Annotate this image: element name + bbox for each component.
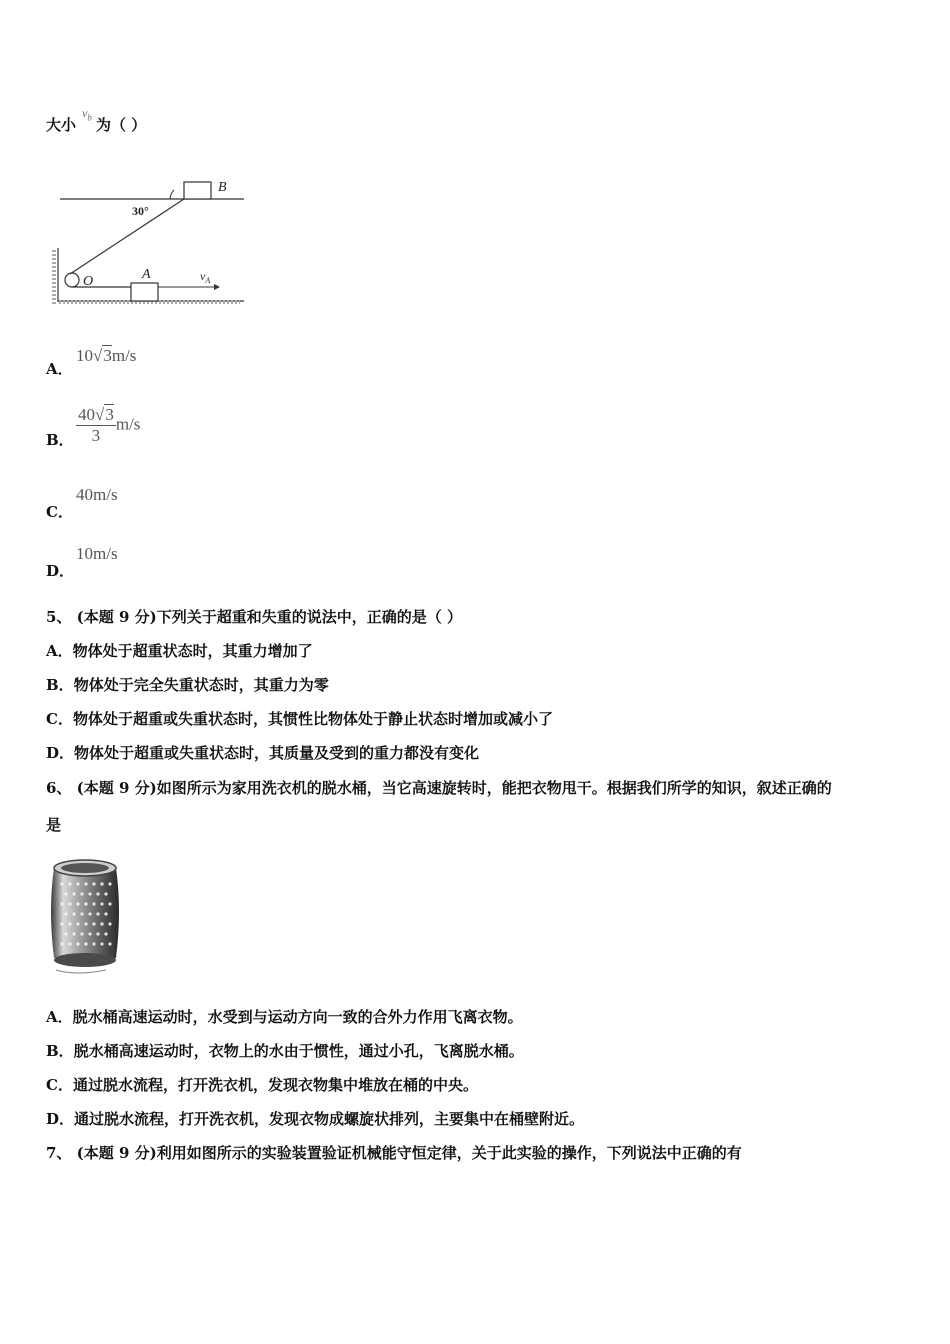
intro-suffix: 为（ ） xyxy=(96,116,147,134)
q6-stem-line1: 6、 (本题 9 分)如图所示为家用洗衣机的脱水桶，当它高速旋转时，能把衣物甩干。根据我们所学的知识，叙述正确的 xyxy=(46,779,832,797)
q5-stem: 5、 (本题 9 分)下列关于超重和失重的说法中，正确的是（ ） xyxy=(46,608,462,626)
q5-option-d xyxy=(46,742,479,763)
label-a: A xyxy=(142,267,151,282)
q4-option-a-label: A． xyxy=(46,360,73,378)
q6-option-a xyxy=(46,1006,523,1027)
q5-option-a xyxy=(46,640,313,661)
q4-option-d-value: 10m/s xyxy=(76,544,118,563)
washer-drum-image xyxy=(46,850,124,976)
label-b: B xyxy=(218,180,227,195)
q6-a-label: A． xyxy=(46,1008,73,1026)
q4-a-rad: 3 xyxy=(103,346,112,365)
label-va xyxy=(200,269,210,285)
q5-option-b xyxy=(46,674,329,695)
q6-option-c xyxy=(46,1074,478,1095)
label-o: O xyxy=(83,274,94,289)
q4-option-c-value: 40m/s xyxy=(76,485,118,504)
q5-b-label: B． xyxy=(46,676,74,694)
q6-b-label: B． xyxy=(46,1042,74,1060)
velocity-sub: b xyxy=(87,112,92,123)
question-intro xyxy=(46,106,147,135)
q4-option-d-label: D． xyxy=(46,562,75,580)
q5-option-c xyxy=(46,708,553,729)
q5-a-text: 物体处于超重状态时，其重力增加了 xyxy=(72,642,313,660)
q4-a-coef: 10 xyxy=(76,346,93,365)
q4-option-c-label: C． xyxy=(46,503,73,521)
q4-b-denominator: 3 xyxy=(91,426,101,445)
q4-b-rad: 3 xyxy=(105,405,114,424)
q5-c-text: 物体处于超重或失重状态时，其惯性比物体处于静止状态时增加或减小了 xyxy=(72,710,553,728)
q4-b-numerator: 40√3 xyxy=(78,405,114,424)
q7-stem: 7、 (本题 9 分)利用如图所示的实验装置验证机械能守恒定律，关于此实验的操作，下列说法中正确的有 xyxy=(46,1144,742,1162)
angle-label: 30° xyxy=(132,204,149,218)
label-va-var: v xyxy=(200,269,206,283)
q6-c-text: 通过脱水流程，打开洗衣机，发现衣物集中堆放在桶的中央。 xyxy=(72,1076,478,1094)
q6-a-text: 脱水桶高速运动时，水受到与运动方向一致的合外力作用飞离衣物。 xyxy=(72,1008,523,1026)
q6-option-b xyxy=(46,1040,524,1061)
q4-a-unit: m/s xyxy=(111,346,137,365)
q5-a-label: A． xyxy=(46,642,73,660)
q4-b-num-coef: 40 xyxy=(78,405,95,424)
q6-b-text: 脱水桶高速运动时，衣物上的水由于惯性，通过小孔，飞离脱水桶。 xyxy=(73,1042,524,1060)
q6-stem-line2: 是 xyxy=(46,816,62,834)
q4-b-fraction xyxy=(76,405,116,446)
velocity-var: v xyxy=(82,106,88,120)
velocity-symbol xyxy=(82,106,92,122)
angle-arc xyxy=(170,190,174,199)
block-a xyxy=(131,283,158,301)
q6-d-text: 通过脱水流程，打开洗衣机，发现衣物成螺旋状排列，主要集中在桶壁附近。 xyxy=(74,1110,585,1128)
drum-opening xyxy=(61,863,109,873)
q5-b-text: 物体处于完全失重状态时，其重力为零 xyxy=(73,676,329,694)
q4-b-unit: m/s xyxy=(115,414,141,434)
q6-c-label: C． xyxy=(46,1076,73,1094)
q5-c-label: C． xyxy=(46,710,73,728)
q6-d-label: D． xyxy=(46,1110,75,1128)
q6-option-d xyxy=(46,1108,584,1129)
rope-incline xyxy=(70,199,184,274)
q4-option-b-label: B． xyxy=(46,431,74,449)
q5-d-label: D． xyxy=(46,744,75,762)
q4-option-b-value xyxy=(76,405,140,446)
velocity-arrow-head xyxy=(214,284,220,290)
drum-bottom xyxy=(54,953,116,967)
pulley-o xyxy=(65,273,79,287)
block-b xyxy=(184,182,211,199)
q5-d-text: 物体处于超重或失重状态时，其质量及受到的重力都没有变化 xyxy=(74,744,480,762)
label-va-sub: A xyxy=(205,276,211,285)
drum-shadow xyxy=(56,970,106,973)
q4-option-a-value: 10√3m/s xyxy=(76,346,137,365)
intro-prefix: 大小 xyxy=(46,116,77,134)
pulley-diagram xyxy=(50,170,250,310)
